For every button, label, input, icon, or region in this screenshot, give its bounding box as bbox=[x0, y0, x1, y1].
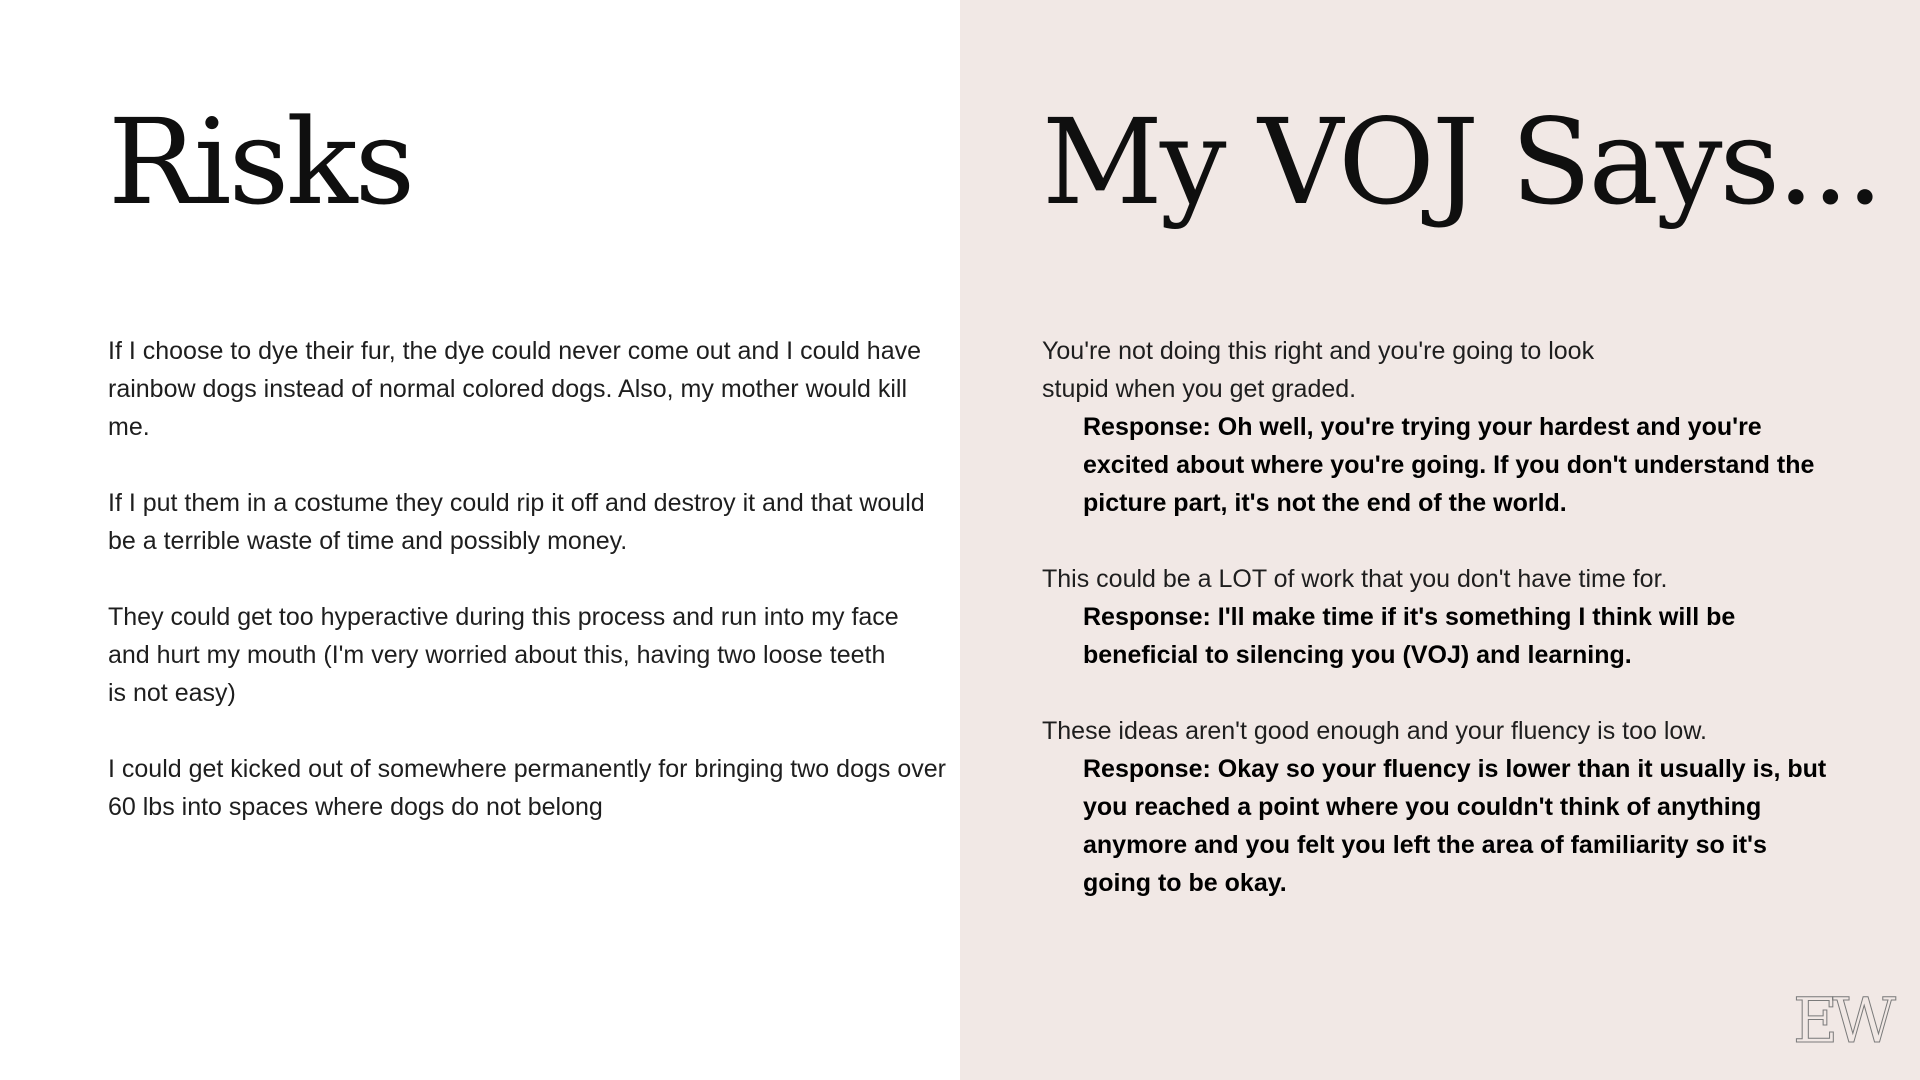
voj-title: My VOJ Says... bbox=[1042, 93, 1881, 231]
voj-response: Response: Okay so your fluency is lower than it usually is, but you reached a point where you couldn't think of anything anymore and you felt you left the area of familiarity so it's going to be okay. bbox=[1083, 755, 1827, 897]
risk-paragraph: If I put them in a costume they could rip it off and destroy it and that would be a terrible waste of time and possibly money. bbox=[108, 489, 925, 555]
voj-panel bbox=[960, 0, 1920, 1080]
voj-statement: These ideas aren't good enough and your fluency is too low. bbox=[1042, 717, 1707, 745]
voj-response: Response: Oh well, you're trying your hardest and you're excited about where you're going. If you don't understand the picture part, it's not the end of the world. bbox=[1083, 413, 1815, 517]
ew-logo: EW bbox=[1793, 984, 1890, 1057]
risks-list bbox=[108, 332, 948, 864]
voj-list bbox=[1042, 332, 1832, 940]
risk-paragraph: If I choose to dye their fur, the dye could never come out and I could have rainbow dogs instead of normal colored dogs. Also, my mother would kill me. bbox=[108, 337, 922, 441]
risk-paragraph: I could get kicked out of somewhere permanently for bringing two dogs over 60 lbs into spaces where dogs do not belong bbox=[108, 755, 946, 821]
voj-statement: This could be a LOT of work that you don't have time for. bbox=[1042, 565, 1668, 593]
risks-title: Risks bbox=[108, 93, 413, 231]
voj-statement: You're not doing this right and you're going to look stupid when you get graded. bbox=[1042, 337, 1595, 403]
voj-response: Response: I'll make time if it's something I think will be beneficial to silencing you (VOJ) and learning. bbox=[1083, 603, 1736, 669]
risk-paragraph: They could get too hyperactive during this process and run into my face and hurt my mouth (I'm very worried about this, having two loose teeth is not easy) bbox=[108, 603, 899, 707]
